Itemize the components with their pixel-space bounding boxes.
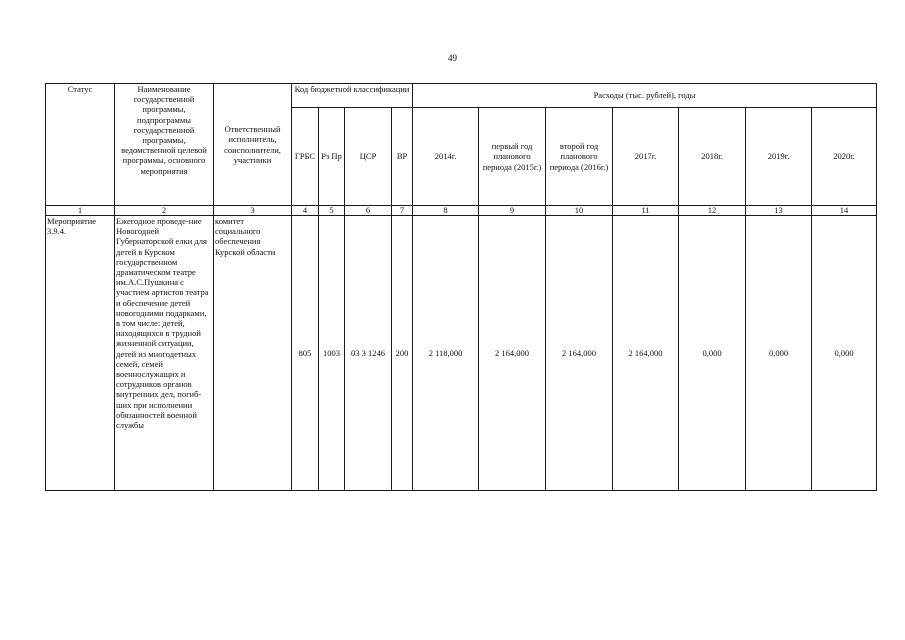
column-number: 13 [746,206,812,216]
row-value-2019: 0,000 [746,216,812,491]
header-executor: Ответственный исполнитель, соисполнители, участники [214,84,292,206]
header-year-2015: первый год планового периода (2015г.) [479,108,546,206]
row-value-2016: 2 164,000 [546,216,613,491]
header-year-2014: 2014г. [413,108,479,206]
column-number: 2 [115,206,214,216]
row-value-2017: 2 164,000 [613,216,679,491]
column-number: 10 [546,206,613,216]
header-year-2016: второй год планового периода (2016г.) [546,108,613,206]
header-budget-code-group: Код бюджетной классификации [292,84,413,108]
column-number: 14 [812,206,877,216]
column-number: 1 [46,206,115,216]
row-name: Ежегодное проведе-ние Новогодней Губернаторской елки для детей в Курском государственном драматическом театре им.А.С.Пушкина с участием артистов театра и обеспечение детей новогодними подарками, в том числе: детей, находящихся в трудной жизненной ситуации, детей из многодетных семей, семей военнослужащих и сотрудников органов внутренних дел, погиб-ших при исполнении обязанностей военной службы [115,216,214,491]
row-csr: 03 3 1246 [345,216,392,491]
row-grbs: 805 [292,216,319,491]
row-status: Мероприятие 3.9.4. [46,216,115,491]
header-rzpr: Рз Пр [319,108,345,206]
header-expenses-group: Расходы (тыс. рублей), годы [413,84,877,108]
table-row [46,216,877,491]
header-year-2018: 2018г. [679,108,746,206]
column-number: 7 [392,206,413,216]
row-rzpr: 1003 [319,216,345,491]
header-year-2017: 2017г. [613,108,679,206]
header-year-2020: 2020г. [812,108,877,206]
row-value-2018: 0,000 [679,216,746,491]
column-number: 6 [345,206,392,216]
column-number: 11 [613,206,679,216]
row-value-2015: 2 164,000 [479,216,546,491]
column-number: 8 [413,206,479,216]
page-number: 49 [448,53,457,63]
header-row-top [46,84,877,108]
header-year-2019: 2019г. [746,108,812,206]
row-value-2014: 2 118,000 [413,216,479,491]
column-number: 4 [292,206,319,216]
column-number: 9 [479,206,546,216]
column-number-row [46,206,877,216]
budget-table [45,83,877,491]
header-vr: ВР [392,108,413,206]
column-number: 3 [214,206,292,216]
header-status: Статус [46,84,115,206]
row-executor: комитет социального обеспечения Курской области [214,216,292,491]
header-name: Наименование государственной программы, подпрограммы государственной программы, ведомственной целевой программы, основного мероприятия [115,84,214,206]
row-value-2020: 0,000 [812,216,877,491]
header-grbs: ГРБС [292,108,319,206]
column-number: 12 [679,206,746,216]
header-csr: ЦСР [345,108,392,206]
column-number: 5 [319,206,345,216]
row-vr: 200 [392,216,413,491]
